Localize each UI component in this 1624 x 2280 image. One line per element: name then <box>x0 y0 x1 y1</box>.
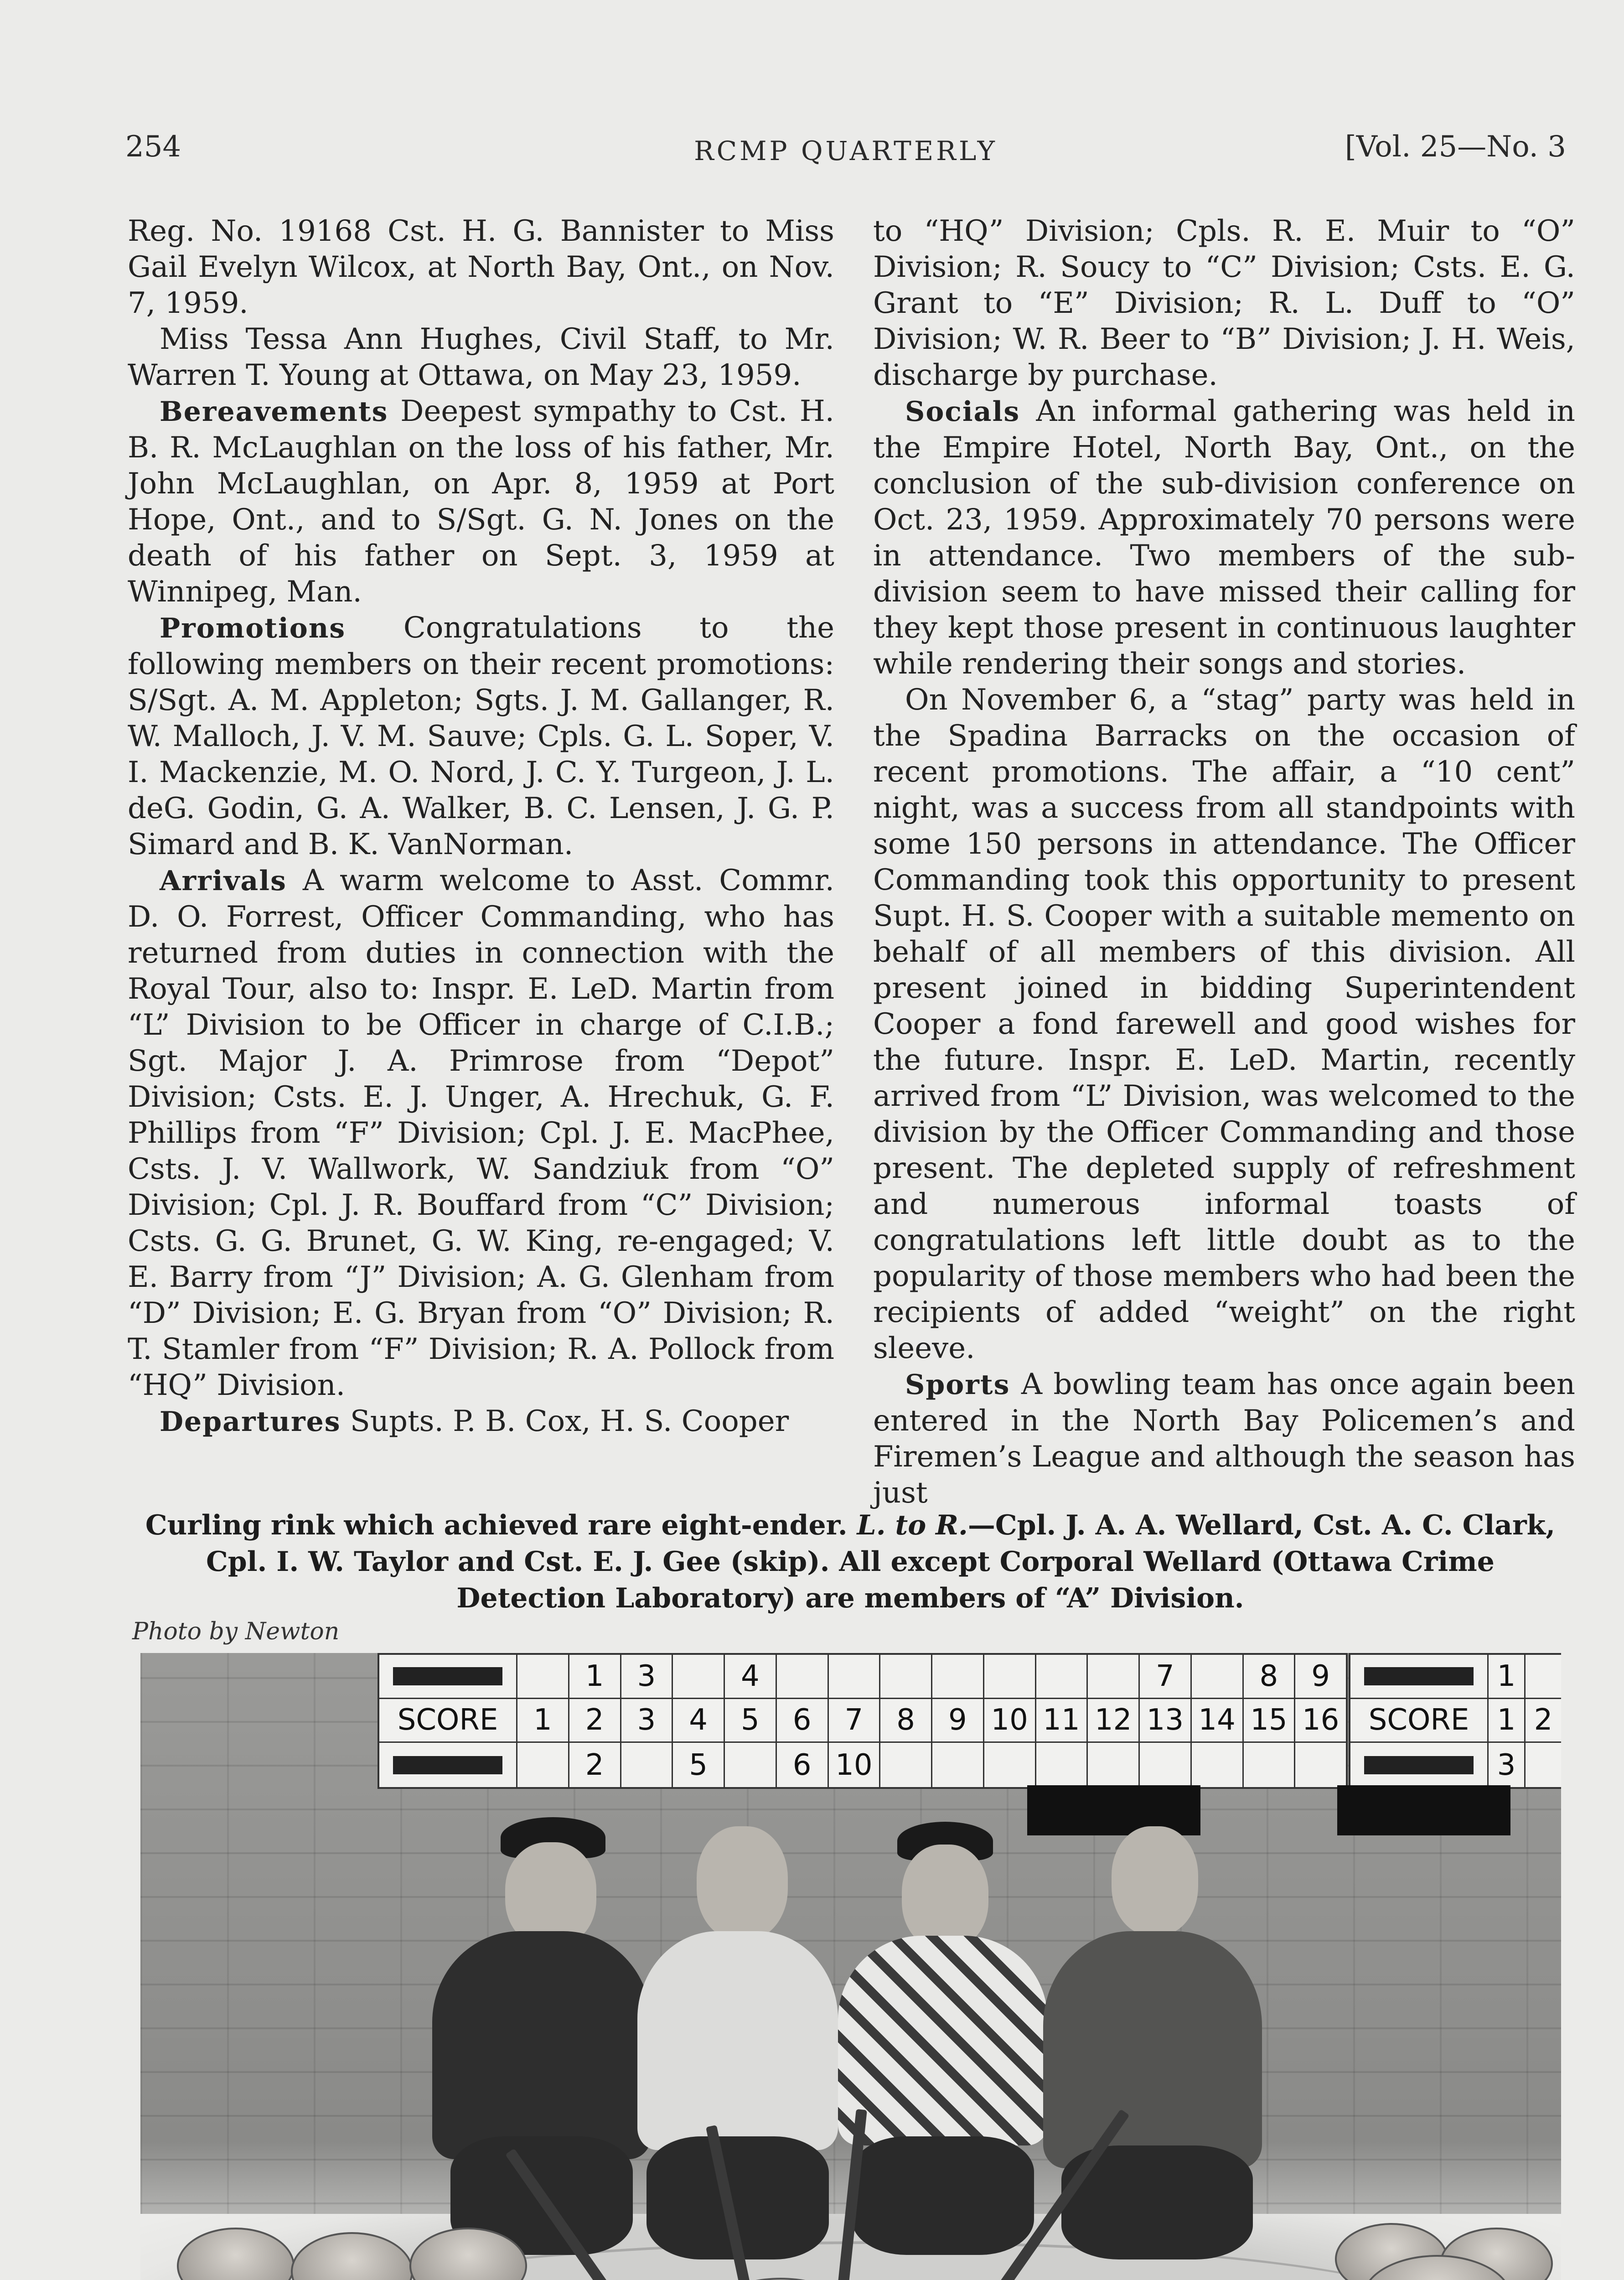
volume-label: [Vol. 25—No. 3 <box>1345 130 1566 164</box>
end-number: 3 <box>620 1699 672 1742</box>
score-cell: 3 <box>1487 1743 1524 1787</box>
paragraph-text: An informal gathering was held in the Empire Hotel, North Bay, Ont., on the conclusion of the sub-division conference on Oct. 23, 1959. Approximately 70 persons were in attendance. Two members of the sub-division seem to have missed their calling for they kept those present in continuous laughter while rendering their songs and stories. <box>873 394 1575 681</box>
caption-text: Curling rink which achieved rare eight-ender. <box>145 1509 857 1541</box>
paragraph <box>128 863 834 1404</box>
paragraph: On November 6, a “stag” party was held in the Spadina Barracks on the occasion of recent promotions. The affair, a “10 cent” night, was a success from all standpoints with some 150 persons in attendance. The Officer Commanding took this opportunity to present Supt. H. S. Cooper with a suitable memento on behalf of all members of this division. All present joined in bidding Superintendent Cooper a fond farewell and good wishes for the future. Inspr. E. LeD. Martin, recently arrived from “L” Division, was welcomed to the division by the Officer Commanding and those present. The depleted supply of refreshment and numerous informal toasts of congratulations left little doubt as to the popularity of those members who had been the recipients of added “weight” on the right sleeve. <box>873 683 1575 1365</box>
score-cell <box>1524 1655 1561 1698</box>
end-number: 5 <box>724 1699 776 1742</box>
score-cell <box>1190 1655 1242 1698</box>
score-label: SCORE <box>397 1703 498 1737</box>
section-heading: Sports <box>905 1369 1010 1401</box>
end-number: 11 <box>1035 1699 1087 1742</box>
end-number: 1 <box>1487 1699 1524 1742</box>
curler-gee <box>1034 1826 1271 2273</box>
journal-title: RCMP QUARTERLY <box>694 135 998 166</box>
score-cell <box>931 1655 983 1698</box>
end-number: 8 <box>879 1699 931 1742</box>
end-number: 9 <box>931 1699 983 1742</box>
curler-clark <box>633 1826 843 2273</box>
end-number: 6 <box>776 1699 828 1742</box>
score-cell <box>983 1655 1035 1698</box>
curler-taylor <box>833 1822 1052 2269</box>
end-number: 12 <box>1086 1699 1138 1742</box>
scoreboard-small-ends <box>1350 1699 1561 1743</box>
score-cell: 9 <box>1294 1655 1346 1698</box>
photo-caption <box>130 1507 1571 1617</box>
paragraph <box>873 1367 1575 1511</box>
score-cell <box>724 1743 776 1787</box>
end-number: 4 <box>672 1699 724 1742</box>
scoreboard-bar <box>379 1655 516 1698</box>
score-cell: 1 <box>568 1655 620 1698</box>
end-number: 13 <box>1138 1699 1190 1742</box>
score-cell: 7 <box>1138 1655 1190 1698</box>
score-cell: 10 <box>828 1743 879 1787</box>
left-column <box>128 213 834 1440</box>
end-number: 2 <box>1524 1699 1561 1742</box>
caption-text: —Cpl. J. A. A. Wellard, Cst. A. C. Clark, Cpl. I. W. Taylor and Cst. E. J. Gee (skip). All except Corporal Wellard (Ottawa Crime Detection Laboratory) are members of “A” Division. <box>206 1509 1556 1614</box>
scoreboard-bottom-row <box>379 1743 1346 1787</box>
paragraph <box>128 610 834 863</box>
scoreboard-small-top <box>1350 1655 1561 1699</box>
score-cell <box>1035 1655 1087 1698</box>
score-cell: 6 <box>776 1743 828 1787</box>
end-number: 14 <box>1190 1699 1242 1742</box>
scoreboard-small <box>1349 1653 1561 1789</box>
score-cell <box>1294 1743 1346 1787</box>
score-cell: 1 <box>1487 1655 1524 1698</box>
paragraph: to “HQ” Division; Cpls. R. E. Muir to “O” Division; R. Soucy to “C” Division; Csts. E. G. Grant to “E” Division; R. L. Duff to “O” Division; W. R. Beer to “B” Division; J. H. Weis, discharge by purchase. <box>873 214 1575 392</box>
paragraph-text: Deepest sympathy to Cst. H. B. R. McLaughlan on the loss of his father, Mr. John McLaughlan, on Apr. 8, 1959 at Port Hope, Ont., and to S/Sgt. G. N. Jones on the death of his father on Sept. 3, 1959 at Winnipeg, Man. <box>128 394 834 609</box>
score-cell <box>1086 1655 1138 1698</box>
curling-photo <box>140 1653 1561 2280</box>
paragraph-text: A warm welcome to Asst. Commr. D. O. Forrest, Officer Commanding, who has returned from duties in connection with the Royal Tour, also to: Inspr. E. LeD. Martin from “L” Division to be Officer in charge of C.I.B.; Sgt. Major J. A. Primrose from “Depot” Division; Csts. E. J. Unger, A. Hrechuk, G. F. Phillips from “F” Division; Cpl. J. E. MacPhee, Csts. J. V. Wallwork, W. Sandziuk from “O” Division; Cpl. J. R. Bouffard from “C” Division; Csts. G. G. Brunet, G. W. King, re-engaged; V. E. Barry from “J” Division; A. G. Glenham from “D” Division; E. G. Bryan from “O” Division; R. T. Stamler from “F” Division; R. A. Pollock from “HQ” Division. <box>128 864 834 1402</box>
score-cell: 2 <box>568 1743 620 1787</box>
scoreboard-bar <box>1350 1743 1487 1787</box>
score-cell <box>1035 1743 1087 1787</box>
section-heading: Promotions <box>160 612 346 644</box>
score-label: SCORE <box>1368 1703 1469 1737</box>
photo-credit: Photo by Newton <box>132 1618 340 1645</box>
score-cell <box>983 1743 1035 1787</box>
scoreboard <box>378 1653 1348 1789</box>
section-heading: Socials <box>905 396 1020 428</box>
end-number: 2 <box>568 1699 620 1742</box>
right-column <box>873 213 1575 1511</box>
score-cell <box>828 1655 879 1698</box>
end-number: 15 <box>1242 1699 1294 1742</box>
paragraph-text: Congratulations to the following members on their recent promotions: S/Sgt. A. M. Appleton; Sgts. J. M. Gallanger, R. W. Malloch, J. V. M. Sauve; Cpls. G. L. Soper, V. I. Mackenzie, M. O. Nord, J. C. Y. Turgeon, J. L. deG. Godin, G. A. Walker, B. C. Lensen, J. G. P. Simard and B. K. VanNorman. <box>128 611 834 861</box>
scoreboard-small-bottom <box>1350 1743 1561 1787</box>
paragraph-text: Supts. P. B. Cox, H. S. Cooper <box>341 1404 789 1438</box>
score-cell <box>1242 1743 1294 1787</box>
paragraph <box>128 1404 834 1440</box>
end-number: 16 <box>1294 1699 1346 1742</box>
score-cell <box>879 1743 931 1787</box>
score-cell <box>776 1655 828 1698</box>
score-cell: 8 <box>1242 1655 1294 1698</box>
scoreboard-bar <box>1350 1655 1487 1698</box>
section-heading: Arrivals <box>160 865 287 897</box>
dark-panel <box>1337 1785 1510 1835</box>
score-cell <box>1190 1743 1242 1787</box>
score-cell <box>1138 1743 1190 1787</box>
paragraph-text: A bowling team has once again been entered in the North Bay Policemen’s and Firemen’s League and although the season has just <box>873 1368 1575 1510</box>
score-cell <box>931 1743 983 1787</box>
section-heading: Bereavements <box>160 396 388 428</box>
score-cell: 4 <box>724 1655 776 1698</box>
caption-lr: L. to R. <box>857 1509 968 1541</box>
scoreboard-top-row <box>379 1655 1346 1699</box>
end-number: 10 <box>983 1699 1035 1742</box>
score-cell <box>516 1743 568 1787</box>
score-cell <box>1524 1743 1561 1787</box>
score-cell <box>672 1655 724 1698</box>
page-header <box>125 130 1566 171</box>
end-number: 7 <box>828 1699 879 1742</box>
score-cell: 3 <box>620 1655 672 1698</box>
end-number: 1 <box>516 1699 568 1742</box>
page-number: 254 <box>125 130 181 164</box>
paragraph <box>873 394 1575 682</box>
paragraph: Miss Tessa Ann Hughes, Civil Staff, to Mr. Warren T. Young at Ottawa, on May 23, 1959. <box>128 322 834 392</box>
score-cell <box>879 1655 931 1698</box>
score-cell <box>620 1743 672 1787</box>
score-cell: 5 <box>672 1743 724 1787</box>
section-heading: Departures <box>160 1406 341 1438</box>
scoreboard-ends-row <box>379 1699 1346 1743</box>
scoreboard-bar <box>379 1743 516 1787</box>
score-cell <box>516 1655 568 1698</box>
score-cell <box>1086 1743 1138 1787</box>
paragraph: Reg. No. 19168 Cst. H. G. Bannister to Miss Gail Evelyn Wilcox, at North Bay, Ont., on Nov. 7, 1959. <box>128 214 834 320</box>
paragraph <box>128 394 834 610</box>
